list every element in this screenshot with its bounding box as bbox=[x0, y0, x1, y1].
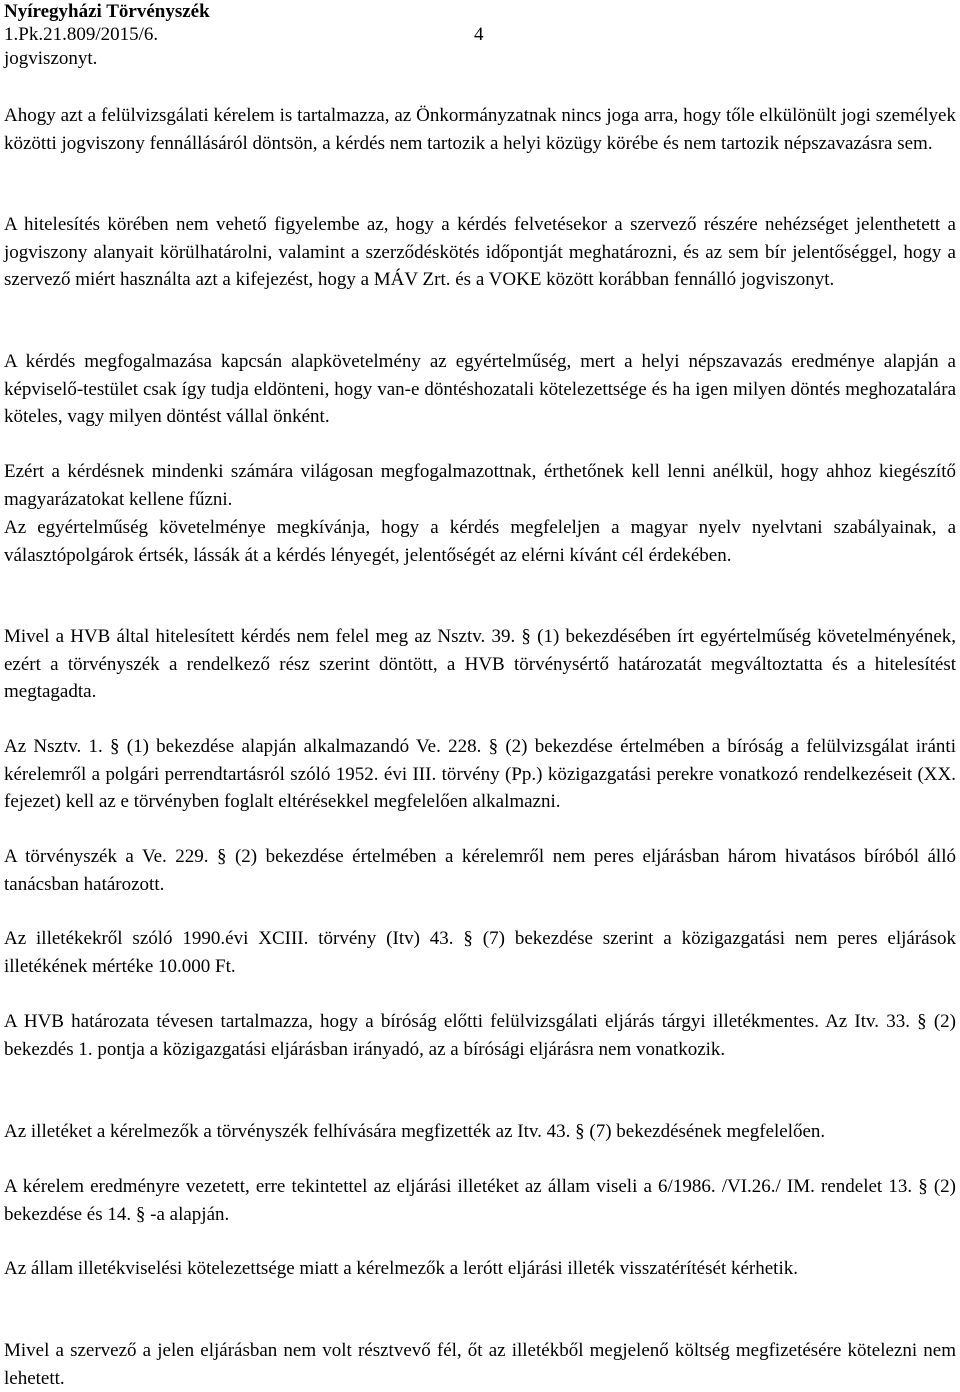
case-number: 1.Pk.21.809/2015/6. bbox=[4, 24, 159, 45]
paragraph-1: Ahogy azt a felülvizsgálati kérelem is tartalmazza, az Önkormányzatnak nincs joga arra, hogy tőle elkülönült jogi személyek közötti jogviszony fennállásáról döntsön, a kérdés nem tartozik a helyi közügy körébe és nem tartozik népszavazásra sem. bbox=[4, 105, 956, 154]
paragraph-3: A kérdés megfogalmazása kapcsán alapkövetelmény az egyértelműség, mert a helyi népszavazás eredménye alapján a képviselő-testület csak így tudja eldönteni, hogy van-e döntéshozatali kötelezettsége és ha igen milyen döntés meghozatalára köteles, vagy milyen döntést vállal önként. bbox=[4, 351, 956, 427]
paragraph-14: Mivel a szervező a jelen eljárásban nem volt résztvevő fél, őt az illetékből megjelenő költség megfizetésére kötelezni nem lehetett. bbox=[4, 1340, 956, 1389]
carryover-text: jogviszonyt. bbox=[4, 48, 98, 69]
paragraph-12: A kérelem eredményre vezetett, erre tekintettel az eljárási illetéket az állam viseli a 6/1986. /VI.26./ IM. rendelet 13. § (2) bekezdése és 14. § -a alapján. bbox=[4, 1176, 956, 1225]
paragraph-8: A törvényszék a Ve. 229. § (2) bekezdése értelmében a kérelemről nem peres eljárásban három hivatásos bíróból álló tanácsban határozott. bbox=[4, 846, 956, 895]
paragraph-9: Az illetékekről szóló 1990.évi XCIII. törvény (Itv) 43. § (7) bekezdése szerint a közigazgatási nem peres eljárások illetékének mértéke 10.000 Ft. bbox=[4, 928, 956, 977]
paragraph-6: Mivel a HVB által hitelesített kérdés nem felel meg az Nsztv. 39. § (1) bekezdésében írt egyértelműség követelményének, ezért a törvényszék a rendelkező rész szerint döntött, a HVB törvénysértő határozatát megváltoztatta és a hitelesítést megtagadta. bbox=[4, 626, 956, 702]
court-name: Nyíregyházi Törvényszék bbox=[4, 1, 210, 22]
paragraph-11: Az illetéket a kérelmezők a törvényszék felhívására megfizették az Itv. 43. § (7) bekezdésének megfelelően. bbox=[4, 1121, 826, 1142]
paragraph-7: Az Nsztv. 1. § (1) bekezdése alapján alkalmazandó Ve. 228. § (2) bekezdése értelmében a bíróság a felülvizsgálat iránti kérelemről a polgári perrendtartásról szóló 1952. évi III. törvény (Pp.) közigazgatási perekre vonatkozó rendelkezéseit (XX. fejezet) kell az e törvényben foglalt eltérésekkel megfelelően alkalmazni. bbox=[4, 736, 956, 812]
paragraph-13: Az állam illetékviselési kötelezettsége miatt a kérelmezők a lerótt eljárási illeték visszatérítését kérhetik. bbox=[4, 1258, 798, 1279]
paragraph-2: A hitelesítés körében nem vehető figyelembe az, hogy a kérdés felvetésekor a szervező részére nehézséget jelenthetett a jogviszony alanyait körülhatárolni, valamint a szerződéskötés időpontját meghatározni, és az sem bír jelentőséggel, hogy a szervező miért használta azt a kifejezést, hogy a MÁV Zrt. és a VOKE között korábban fennálló jogviszonyt. bbox=[4, 214, 956, 290]
paragraph-10: A HVB határozata tévesen tartalmazza, hogy a bíróság előtti felülvizsgálati eljárás tárgyi illetékmentes. Az Itv. 33. § (2) bekezdés 1. pontja a közigazgatási eljárásban irányadó, az a bírósági eljárásra nem vonatkozik. bbox=[4, 1011, 956, 1060]
page-number: 4 bbox=[474, 24, 484, 45]
paragraph-5: Az egyértelműség követelménye megkívánja, hogy a kérdés megfeleljen a magyar nyelv nyelvtani szabályainak, a választópolgárok értsék, lássák át a kérdés lényegét, jelentőségét az elérni kívánt cél érdekében. bbox=[4, 517, 956, 566]
paragraph-4: Ezért a kérdésnek mindenki számára világosan megfogalmazottnak, érthetőnek kell lenni anélkül, hogy ahhoz kiegészítő magyarázatokat kellene fűzni. bbox=[4, 461, 956, 510]
